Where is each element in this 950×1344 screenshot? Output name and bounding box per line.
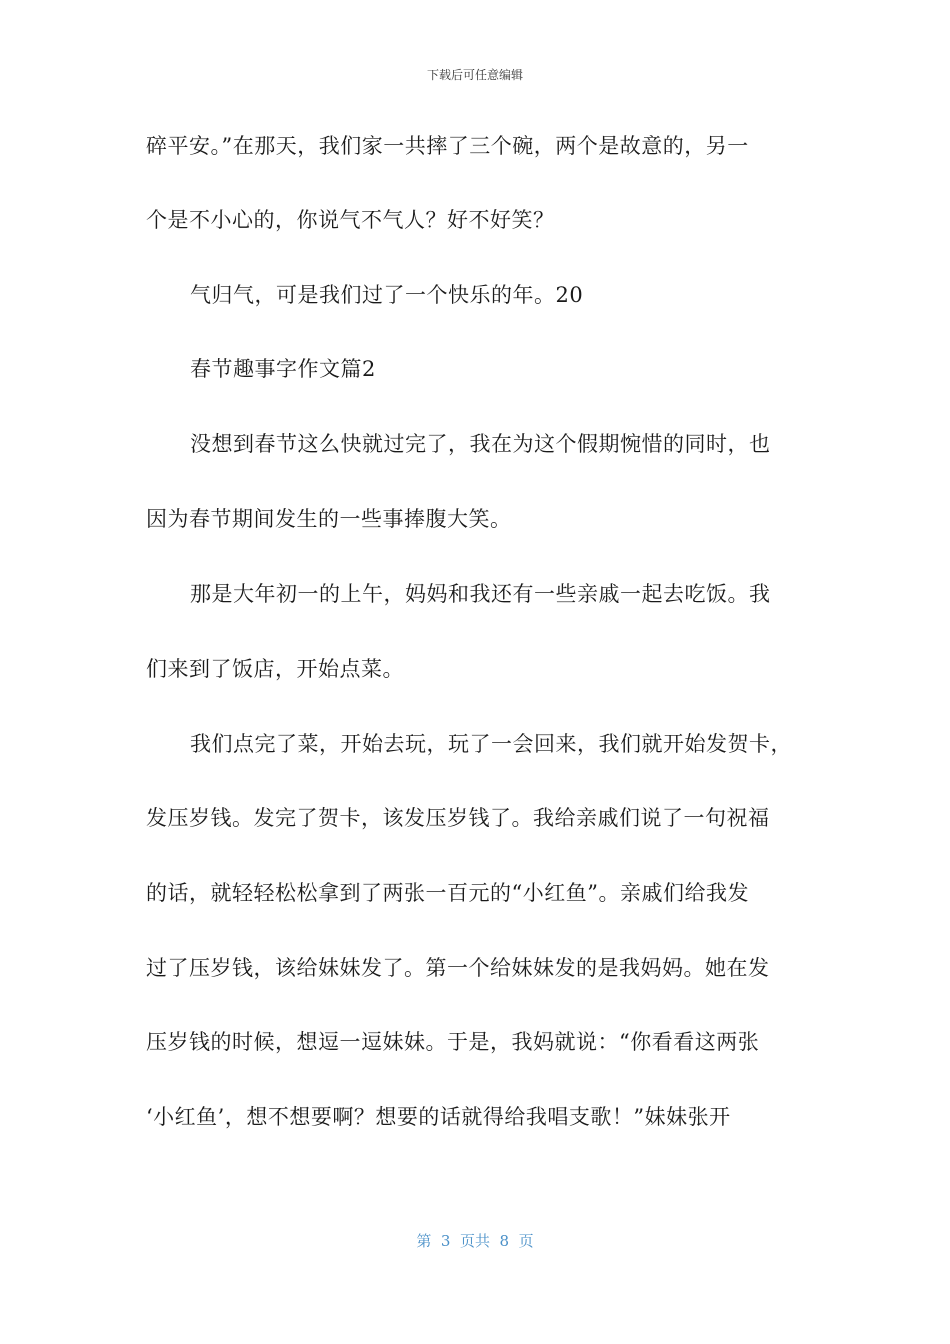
text-line: 个是不小心的，你说气不气人？好不好笑？ bbox=[146, 208, 555, 232]
text-line: 我们点完了菜，开始去玩，玩了一会回来，我们就开始发贺卡， bbox=[190, 732, 792, 756]
text-line: 过了压岁钱，该给妹妹发了。第一个给妹妹发的是我妈妈。她在发 bbox=[146, 956, 770, 980]
text-line: ‘小红鱼’，想不想要啊？想要的话就得给我唱支歌！”妹妹张开 bbox=[146, 1105, 731, 1129]
text-line: 的话，就轻轻松松拿到了两张一百元的“小红鱼”。亲戚们给我发 bbox=[146, 881, 749, 905]
section-title: 春节趣事字作文篇2 bbox=[190, 357, 376, 381]
text-line: 没想到春节这么快就过完了，我在为这个假期惋惜的同时，也 bbox=[190, 432, 771, 456]
page-footer: 第 3 页共 8 页 bbox=[416, 1232, 534, 1250]
text-line: 碎平安。”在那天，我们家一共摔了三个碗，两个是故意的，另一 bbox=[146, 134, 749, 158]
text-line: 因为春节期间发生的一些事捧腹大笑。 bbox=[146, 507, 512, 531]
text-line: 气归气，可是我们过了一个快乐的年。20 bbox=[190, 283, 584, 307]
text-line: 们来到了饭店，开始点菜。 bbox=[146, 657, 404, 681]
page-header: 下载后可任意编辑 bbox=[426, 68, 523, 82]
text-line: 压岁钱的时候，想逗一逗妹妹。于是，我妈就说：“你看看这两张 bbox=[146, 1030, 760, 1054]
text-line: 发压岁钱。发完了贺卡，该发压岁钱了。我给亲戚们说了一句祝福 bbox=[146, 806, 770, 830]
text-line: 那是大年初一的上午，妈妈和我还有一些亲戚一起去吃饭。我 bbox=[190, 582, 771, 606]
